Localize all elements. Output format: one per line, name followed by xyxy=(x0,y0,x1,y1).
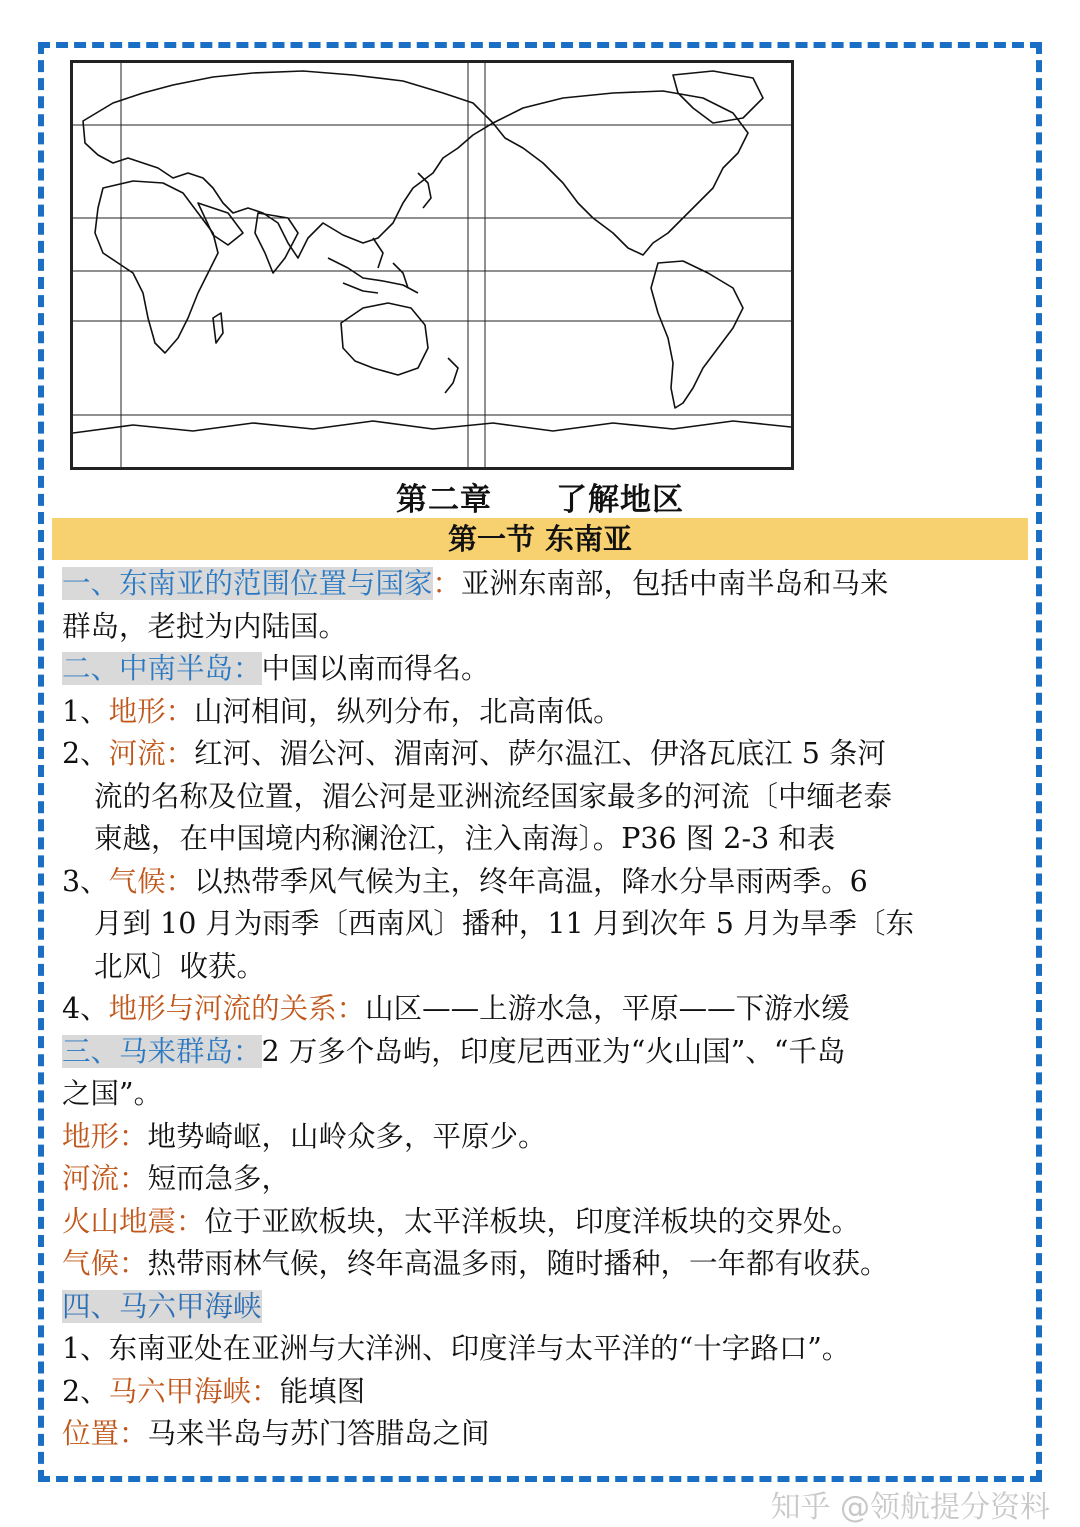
keyword: 地形： xyxy=(108,694,195,728)
keyword: 火山地震： xyxy=(62,1204,205,1238)
section-1-line: 一、东南亚的范围位置与国家：亚洲东南部，包括中南半岛和马来 xyxy=(62,567,889,600)
section-title-bar: 第一节 东南亚 xyxy=(52,518,1028,560)
keyword: 马六甲海峡： xyxy=(108,1374,280,1408)
point-3: 3、气候：以热带季风气候为主，终年高温，降水分旱雨两季。6 xyxy=(62,864,868,898)
point-1: 1、地形：山河相间，纵列分布，北高南低。 xyxy=(62,694,622,728)
keyword: 气候： xyxy=(62,1247,148,1280)
point-3-cont: 北风〕收获。 xyxy=(94,949,266,983)
section-4-heading: 四、马六甲海峡 xyxy=(62,1289,262,1323)
notes-content xyxy=(62,563,1032,1456)
section-4-line xyxy=(62,1286,1032,1329)
point-2: 2、河流：红河、湄公河、湄南河、萨尔温江、伊洛瓦底江 5 条河 xyxy=(62,737,886,770)
point-2-cont: 流的名称及位置，湄公河是亚洲流经国家最多的河流〔中缅老泰 xyxy=(94,779,893,813)
chapter-title: 第二章 了解地区 xyxy=(396,482,684,518)
section-1-heading: 一、东南亚的范围位置与国家 xyxy=(62,567,433,600)
section-3-heading: 三、马来群岛： xyxy=(62,1034,262,1068)
keyword: 地形与河流的关系： xyxy=(108,992,366,1025)
section-1-line-2: 群岛，老挝为内陆国。 xyxy=(62,609,348,643)
point-2-cont: 柬越，在中国境内称澜沧江，注入南海〕。P36 图 2-3 和表 xyxy=(94,822,836,855)
section-2-line: 二、中南半岛：中国以南而得名。 xyxy=(62,652,490,685)
strait-point-1: 1、东南亚处在亚洲与大洋洲、印度洋与太平洋的“十字路口”。 xyxy=(62,1332,851,1365)
malay-terrain: 地形：地势崎岖，山岭众多，平原少。 xyxy=(62,1119,547,1153)
keyword: 地形： xyxy=(62,1119,148,1153)
section-3-line-2: 之国”。 xyxy=(62,1077,163,1110)
section-2-heading: 二、中南半岛： xyxy=(62,652,262,685)
keyword: 河流： xyxy=(108,737,195,770)
keyword: 位置： xyxy=(62,1417,148,1450)
watermark: 知乎 @领航提分资料 xyxy=(770,1490,1050,1525)
keyword: 气候： xyxy=(108,864,195,898)
malay-volcano: 火山地震：位于亚欧板块，太平洋板块，印度洋板块的交界处。 xyxy=(62,1204,861,1238)
point-3-cont: 月到 10 月为雨季〔西南风〕播种，11 月到次年 5 月为旱季〔东 xyxy=(94,907,914,940)
malay-rivers: 河流：短而急多， xyxy=(62,1162,291,1195)
keyword: 河流： xyxy=(62,1162,148,1195)
world-outline-map xyxy=(70,60,794,470)
malay-climate: 气候：热带雨林气候，终年高温多雨，随时播种，一年都有收获。 xyxy=(62,1247,889,1280)
strait-location: 位置：马来半岛与苏门答腊岛之间 xyxy=(62,1417,490,1450)
point-4: 4、地形与河流的关系：山区——上游水急，平原——下游水缓 xyxy=(62,992,850,1025)
strait-point-2: 2、马六甲海峡：能填图 xyxy=(62,1374,366,1408)
world-map-drawing xyxy=(73,63,791,467)
section-3-line: 三、马来群岛：2 万多个岛屿，印度尼西亚为“火山国”、“千岛 xyxy=(62,1034,846,1068)
